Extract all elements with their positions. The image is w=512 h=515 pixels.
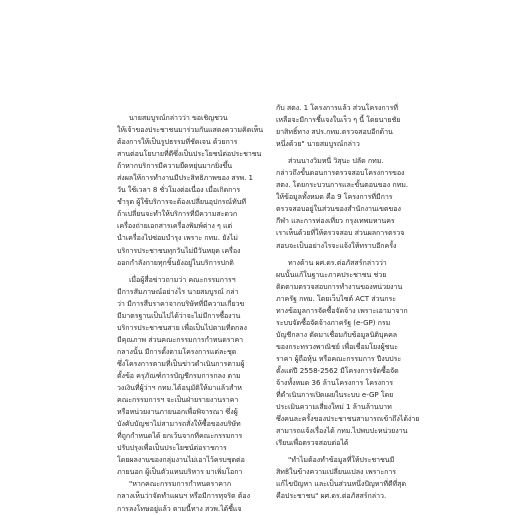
text-line: ราคา ผู้ถือหุ้น หรือคณะกรรมการ ปีงบประ [276, 353, 402, 363]
text-line: เครื่องถ่ายเอกสารเครื่องพิมพ์ต่าง ๆ แต่ [117, 221, 233, 231]
text-line: ออกกำลังกายทุกชิ้นยังอยู่ในบริการปกติ [117, 257, 234, 267]
text-line: ที่ดำเนินการเปิดเผยในระบบ e-GP โดย [276, 390, 394, 400]
text-line: กีฬา และการท่องเที่ยว กรุงเทพมหานคร [276, 216, 395, 226]
text-line: การลงโทษอยู่แล้ว ตามนี้ทาง สวพ.ได้ชี้แจ [117, 503, 242, 513]
text-line: สามารถแจ้งเรื่องได้ กทม.ไปพบปะหน่วยงาน [276, 426, 408, 436]
text-line: ภายนอก ผู้เป็นตัวแทนบริหาร มาเพิ่มโอกา [117, 467, 243, 477]
text-line: โดยผลงานของกลุ่มงานไม่เอาไว้ครบชุดต่อ [117, 455, 245, 465]
text-line: สอบจะเป็นอย่างไรจะแจ้งให้ทราบอีกครั้ง [276, 240, 397, 250]
text-line: คณะกรรมการฯ จะเป็นฝ่ายรายงานราคา [117, 395, 239, 405]
text-line: ซึ่งคนละครั้งของประชาชนสามารถเข้าถึงได้ง่าย [276, 414, 420, 424]
text-line: เรียนเพื่อตรวจสอบต่อได้ [276, 438, 349, 448]
text-line: นายสมบูรณ์กล่าวว่า ขอเชิญชวน [129, 113, 228, 122]
text-line: หรือหน่วยงานภายนอกเพื่อพิจารณา ซึ่งผู้ [117, 407, 238, 417]
text-line: ส่วนนางวิมหนี่ วิสุนะ ปลัด กทม. [288, 156, 384, 166]
text-line: ผนนั้นแก้ในฐานะภาคประชาชน ช่วย [276, 269, 387, 279]
text-line: ภาครัฐ กทม. โดยเว็บไซต์ ACT ส่วนกระ [276, 293, 397, 303]
text-line: เหลือจะมีการชี้แจงในเร็ว ๆ นี้ โดยนายชัย [276, 115, 401, 125]
text-line: "ทำไมต้องทำข้อมูลที่ให้ประชาชนมี [288, 455, 395, 465]
text-line: บริการประชาชนสาย เพื่อเป็นไปตามที่ตกลง [117, 322, 247, 332]
text-line: ถ้าเปลี่ยนจะทำให้บริการที่มีความสะดวก [117, 209, 238, 219]
right-text-column [276, 102, 426, 503]
text-line: มีคุณภาพ ส่วนคณะกรรมการกำหนดราคา [117, 334, 244, 344]
text-line: สานต่อนโยบายที่ดีซึ่งเป็นประโยชน์ต่อประชาชน [117, 149, 262, 159]
text-line: เมื่อผู้สื่อข่าวถามว่า คณะกรรมการฯ [129, 274, 236, 284]
text-line: ถ้าหากบริการมีความยืดหยุ่นมากยิ่งขึ้น [117, 161, 233, 171]
text-line: เราเห็นด้วยที่ให้ตรวจสอบ ส่วนผลการตรวจ [276, 228, 405, 238]
text-line: บังคับบัญชาไม่สามารถสั่งให้ซื้อของบริษัท [117, 419, 241, 429]
text-line: ที่ถูกกำหนดได้ ยกเว้นจากที่คณะกรรมการ [117, 431, 243, 441]
text-line: ตั้งข้อ ครุภัณฑ์การบัญชีกรมการกลง ตาม [117, 370, 241, 380]
text-line: ชำรุด ผู้ใช้บริการจะต้องเปลี่ยนอุปกรณ์ทันที [117, 197, 247, 207]
text-line: มีการสัมภาษณ์อย่างไร นายสมบูรณ์ กล่า [117, 286, 239, 296]
text-line: วัน ใช้เวลา 8 ชั่วโมงต่อเนื่อง เมื่อเกิดการ [117, 185, 241, 195]
text-line: ยาสิทธิ์ทาง สปร.กทม.ตรวจสอบอีกด้าน [276, 127, 393, 137]
text-line: ส่งผลให้การทำงานมีประสิทธิภาพของ สรพ. 1 [117, 173, 253, 183]
text-line: ทางด้าน ผศ.ดร.ต่อภัสสร์กล่าวว่า [288, 257, 387, 267]
text-line: วงเงินที่ผู้ว่าฯ กทม.ได้อนุมัติให้มาแล้วสำห [117, 383, 242, 393]
text-line: แก้ไขปัญหา และเป็นส่วนหนึ่งปัญหาที่ดีที่สุด [276, 479, 407, 489]
text-line: บัญชีกลาง ตัดมาเชื่อมกับข้อมูลนิติบุคคล [276, 329, 398, 339]
text-line: กลางนั้น มีการตั้งตามโครงการแต่ละชุด [117, 346, 237, 356]
text-line: ตรวจสอบอยู่ในส่วนของสำนักงานเขตของ [276, 204, 401, 214]
text-line: ประเมินความเสี่ยงใหม่ 1 ล้านล้านบาท [276, 402, 392, 412]
text-line: กล่าวถึงขั้นตอนการตรวจสอบโครงการของ [276, 168, 405, 178]
text-line: ต้องการให้เป็นรูปธรรมที่ชัดเจน ด้วยการ [117, 137, 238, 147]
text-line: กับ สตง. 1 โครงการแล้ว ส่วนโครงการที่ [276, 103, 398, 112]
text-line: กลางเห็นว่าจัดทำแผนฯ หรือมีการทุจริต ต้อง [117, 491, 250, 501]
left-text-column [117, 112, 267, 515]
text-line: ให้ข้อมูลทั้งหมด คือ 9 โครงการที่มีการ [276, 192, 393, 202]
text-line: ปรับปรุงเพื่อเป็นประโยชน์ต่อราชการ [117, 443, 227, 453]
text-line: สิทธิในข้างความเปลี่ยนแปลง เพราะการ [276, 467, 397, 477]
text-line: จ้างทั้งหมด 36 ล้านโครงการ โครงการ [276, 378, 394, 388]
text-line: ของกระทรวงพาณิชย์ เพื่อเชื่อมโยงผู้ชนะ [276, 341, 398, 351]
text-line: ให้เจ้าของประชาชนมาร่วมกันแสดงความคิดเห็น [117, 125, 264, 135]
text-line: ติดตามตรวจสอบการทำงานของหน่วยงาน [276, 281, 403, 291]
text-line: ทางข้อมูลการจัดซื้อจัดจ้าง เพราะเอามาจาก [276, 305, 408, 315]
text-line: ระบบจัดซื้อจัดจ้างภาครัฐ (e-GP) กรม [276, 317, 391, 327]
text-line: คือประชาชน" ผศ.ดร.ต่อภัสสร์กล่าว. [276, 491, 387, 501]
text-line: บริการประชาชนทุกวันไม่มีวันหยุด เครื่อง [117, 245, 241, 255]
text-line: ว่า มีการสืบราคาจากบริษัทที่มีความเกี่ยวข [117, 298, 245, 308]
text-line: มีมาตรฐานเป็นไปได้ว่าจะไม่มีการซื้องาน [117, 310, 241, 320]
text-line: หนึ่งด้วย" นายสมบูรณ์กล่าว [276, 139, 360, 149]
text-line: "หากคณะกรรมการกำหนดราคาก [129, 479, 232, 489]
text-line: ตั้งแต่ปี 2558-2562 มีโครงการจัดซื้อจัด [276, 365, 399, 375]
text-line: นำเครื่องไปซ่อมบำรุง เพราะ กทม. ยังไม่ [117, 233, 238, 243]
text-line: ซึ่งโครงการตามที่เป็นข่าวดำเนินการตามผู้ [117, 358, 245, 368]
text-line: สตง. โดยกระบวนการและขั้นตอนของ กทม. [276, 180, 409, 190]
